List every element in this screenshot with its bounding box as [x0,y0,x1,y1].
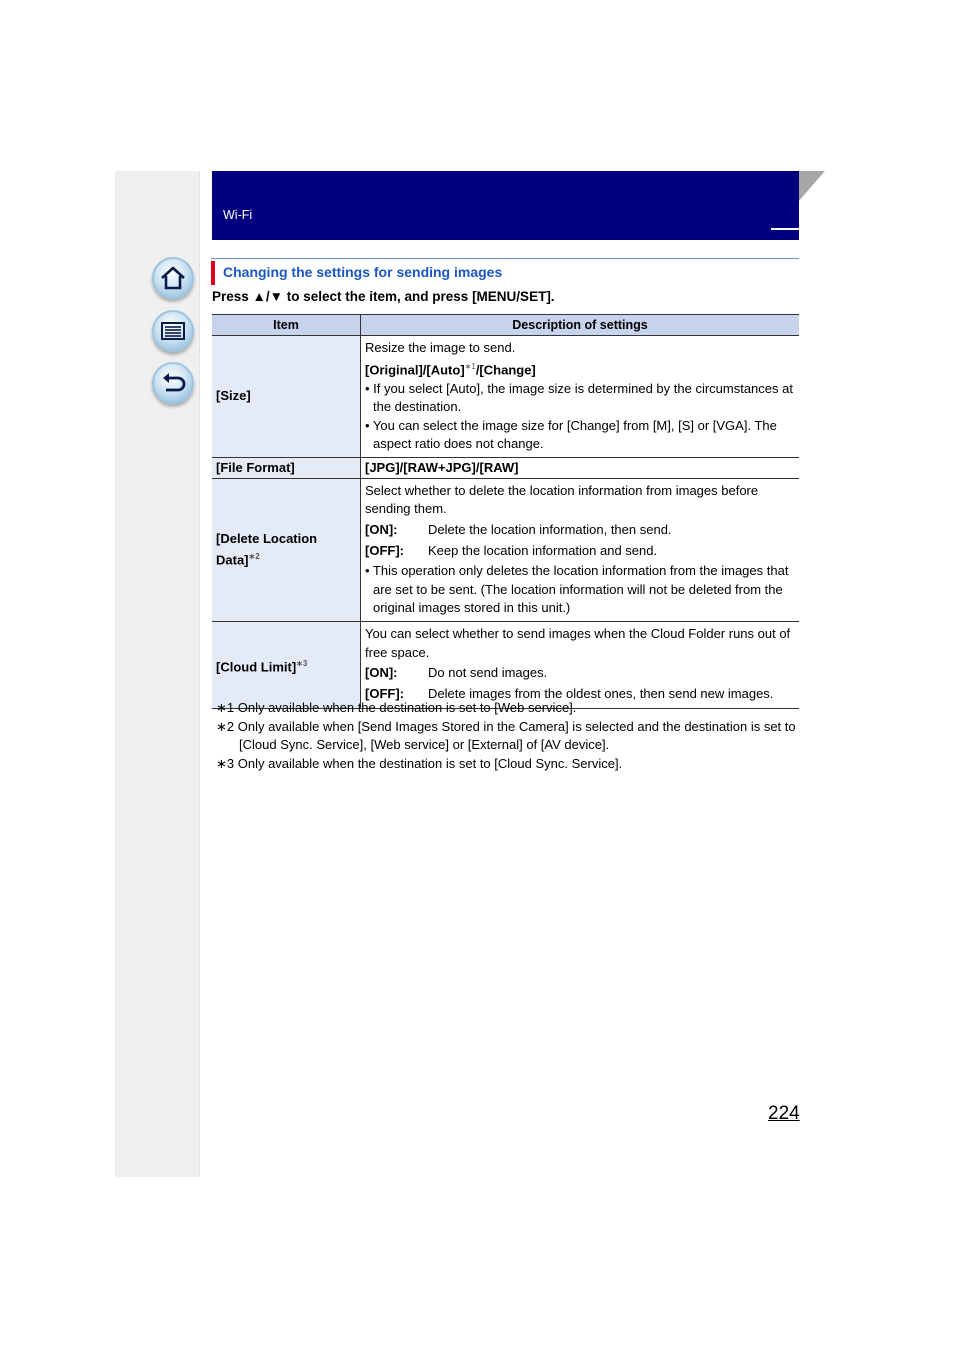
return-arrow-icon [158,368,188,398]
header-description: Description of settings [361,315,800,336]
page-corner-fold [770,171,825,231]
table-row-file-format [212,457,799,478]
heading-accent-bar [211,261,215,285]
size-bullet-change: • You can select the image size for [Change] from [M], [S] or [VGA]. The aspect ratio does not change. [365,417,777,452]
header-item: Item [212,315,361,336]
size-options: [Original]/[Auto]$^{∗1}$/[Change] [365,361,536,377]
home-button[interactable] [152,257,194,299]
delete-location-bullet: • This operation only deletes the location information from the images that are set to be sent. (The location information will not be deleted from the original images stored in this unit.) [365,563,789,616]
item-file-format: [File Format] [212,457,361,478]
chapter-banner [212,171,799,240]
cloud-limit-off: [OFF]: Delete images from the oldest ones, then send new images. [365,685,774,701]
delete-location-off: [OFF]: Keep the location information and send. [365,542,658,558]
menu-button[interactable] [152,310,194,352]
item-size: [Size] [212,336,361,458]
settings-table [212,314,799,709]
desc-delete-location [361,478,800,621]
chapter-label: Wi-Fi [223,208,253,222]
table-row-cloud-limit [212,622,799,709]
footnote-3: ∗3 Only available when the destination is set to [Cloud Sync. Service]. [216,755,623,771]
footnote-1: ∗1 Only available when the destination is set to [Web service]. [216,700,577,715]
home-icon [158,263,188,293]
table-row-delete-location [212,478,799,621]
item-cloud-limit: [Cloud Limit]$^{∗3}$ [212,622,361,709]
cloud-limit-intro: You can select whether to send images when the Cloud Folder runs out of free space. [365,626,791,660]
back-button[interactable] [152,362,194,404]
menu-list-icon [158,316,188,346]
desc-cloud-limit [361,622,800,709]
delete-location-on: [ON]: Delete the location information, then send. [365,522,672,538]
page-number: 224 [768,1103,800,1124]
instruction-text: Press ▲/▼ to select the item, and press [MENU/SET]. [212,289,555,304]
footnote-2: ∗2 Only available when [Send Images Stored in the Camera] is selected and the destination is set to [Cloud Sync. Service], [Web service] or [External] of [AV device]. [216,718,796,753]
table-row-size [212,336,799,458]
desc-size [361,336,800,458]
cloud-limit-on: [ON]: Do not send images. [365,665,548,681]
section-heading [211,258,799,285]
size-bullet-auto: • If you select [Auto], the image size is determined by the circumstances at the destination. [365,380,793,415]
footnotes [216,699,800,773]
heading-text: Changing the settings for sending images [223,264,503,280]
desc-file-format: [JPG]/[RAW+JPG]/[RAW] [361,457,800,478]
table-header-row [212,315,799,336]
item-delete-location: [Delete Location Data]$^{∗2}$ [212,478,361,621]
size-intro: Resize the image to send. [365,340,516,355]
delete-location-intro: Select whether to delete the location information from images before sending them. [365,482,759,517]
